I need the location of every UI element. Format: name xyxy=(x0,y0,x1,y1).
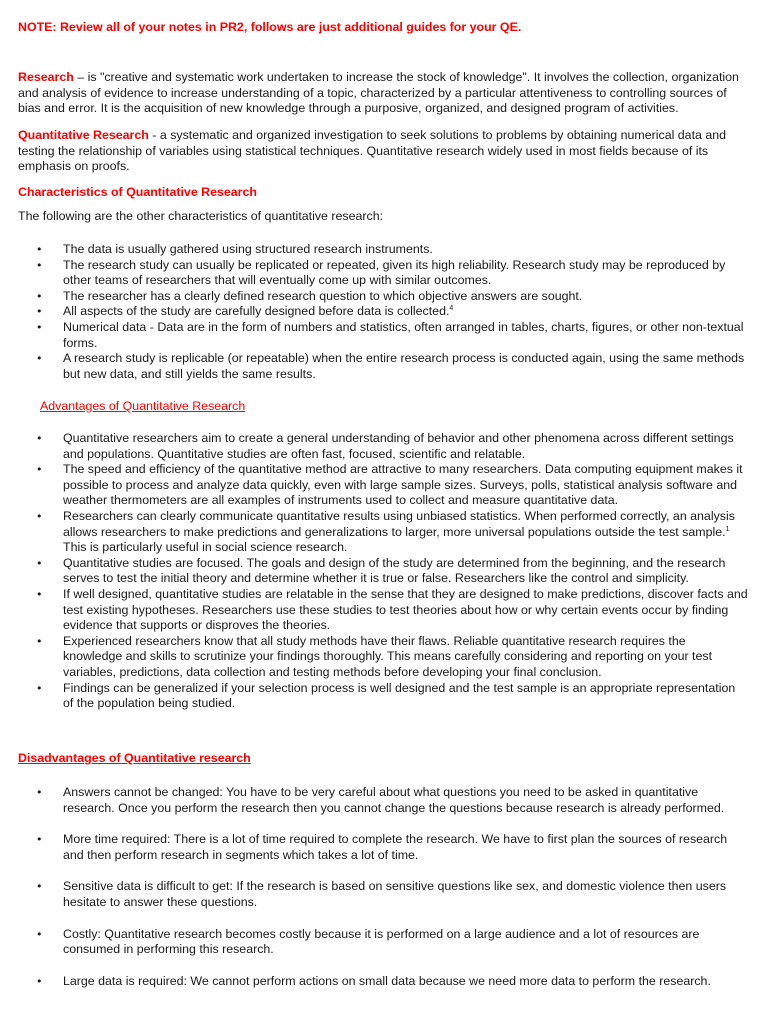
list-item: • Costly: Quantitative research becomes costly because it is performed on a large audience and a lot of resources are consumed in performing this research. xyxy=(18,927,748,958)
quantitative-definition-text: - a systematic and organized investigation to seek solutions to problems by obtaining numerical data and testing the relationship of variables using statistical techniques. Quantitative research widely used in most fields because of its emphasis on proofs. xyxy=(18,128,727,174)
advantages-heading: Advantages of Quantitative Research xyxy=(40,399,246,413)
research-definition-text: – is "creative and systematic work undertaken to increase the stock of knowledge". It involves the collection, organization and analysis of evidence to increase understanding of a topic, characterized by a particular attentiveness to controlling sources of bias and error. It is the acquisition of new knowledge through a purposive, organized, and designed program of activities. xyxy=(18,70,739,116)
list-item: • The speed and efficiency of the quantitative method are attractive to many researchers. Data computing equipment makes it possible to process and analyze data quickly, even with large sample sizes. Surveys, polls, statistical analysis software and weather thermometers are all examples of instruments used to collect and measure quantitative data. xyxy=(18,462,748,509)
list-item: • Answers cannot be changed: You have to be very careful about what questions you need to be asked in quantitative research. Once you perform the research then you cannot change the questions because research is already performed. xyxy=(18,785,748,816)
list-item: • If well designed, quantitative studies are relatable in the sense that they are designed to make predictions, discover facts and test existing hypotheses. Researchers use these studies to test theories about how or why certain events occur by finding evidence that supports or disproves the theories. xyxy=(18,587,748,634)
list-item: • Large data is required: We cannot perform actions on small data because we need more data to perform the research. xyxy=(18,974,748,990)
research-term: Research xyxy=(18,70,74,84)
characteristics-intro: The following are the other characteristics of quantitative research: xyxy=(18,209,384,223)
list-item: • Quantitative researchers aim to create a general understanding of behavior and other phenomena across different settings and populations. Quantitative studies are often fast, focused, scientific and relatable. xyxy=(18,431,748,462)
footnote-marker: 4 xyxy=(449,305,454,313)
list-item: • Experienced researchers know that all study methods have their flaws. Reliable quantitative research requires the knowledge and skills to scrutinize your findings thoroughly. This means carefully considering and reporting on your test variables, predictions, data collection and testing methods before developing your final conclusion. xyxy=(18,634,748,681)
quantitative-definition xyxy=(18,128,750,175)
list-item: • Numerical data - Data are in the form of numbers and statistics, often arranged in tables, charts, figures, or other non-textual forms. xyxy=(18,320,748,351)
characteristics-list xyxy=(18,242,748,382)
disadvantages-heading: Disadvantages of Quantitative research xyxy=(18,751,251,765)
list-item: • Researchers can clearly communicate quantitative results using unbiased statistics. When performed correctly, an analysis allows researchers to make predictions and generalizations to larger, more universal populations outside the test sample.$^1$ This is particularly useful in social science research. xyxy=(18,509,748,556)
research-definition xyxy=(18,70,750,117)
review-note: NOTE: Review all of your notes in PR2, follows are just additional guides for your QE. xyxy=(18,20,522,34)
list-item: • Quantitative studies are focused. The goals and design of the study are determined from the beginning, and the research serves to test the initial theory and determine whether it is true or false. Researchers like the control and simplicity. xyxy=(18,556,748,587)
list-item: • Findings can be generalized if your selection process is well designed and the test sample is an appropriate representation of the population being studied. xyxy=(18,681,748,712)
disadvantages-list xyxy=(18,785,748,1005)
list-item: • All aspects of the study are carefully designed before data is collected.$^4$ xyxy=(18,304,748,320)
advantages-list xyxy=(18,431,748,712)
list-item: • Sensitive data is difficult to get: If the research is based on sensitive questions like sex, and domestic violence then users hesitate to answer these questions. xyxy=(18,879,748,910)
list-item: • More time required: There is a lot of time required to complete the research. We have to first plan the sources of research and then perform research in segments which takes a lot of time. xyxy=(18,832,748,863)
list-item: • The data is usually gathered using structured research instruments. xyxy=(18,242,748,258)
list-item: • A research study is replicable (or repeatable) when the entire research process is conducted again, using the same methods but new data, and still yields the same results. xyxy=(18,351,748,382)
characteristics-heading: Characteristics of Quantitative Research xyxy=(18,185,257,199)
list-item: • The researcher has a clearly defined research question to which objective answers are sought. xyxy=(18,289,748,305)
quantitative-term: Quantitative Research xyxy=(18,128,149,142)
list-item: • The research study can usually be replicated or repeated, given its high reliability. Research study may be reproduced by other teams of researchers that will eventually come up with similar outcomes. xyxy=(18,258,748,289)
footnote-marker: 1 xyxy=(725,525,730,533)
